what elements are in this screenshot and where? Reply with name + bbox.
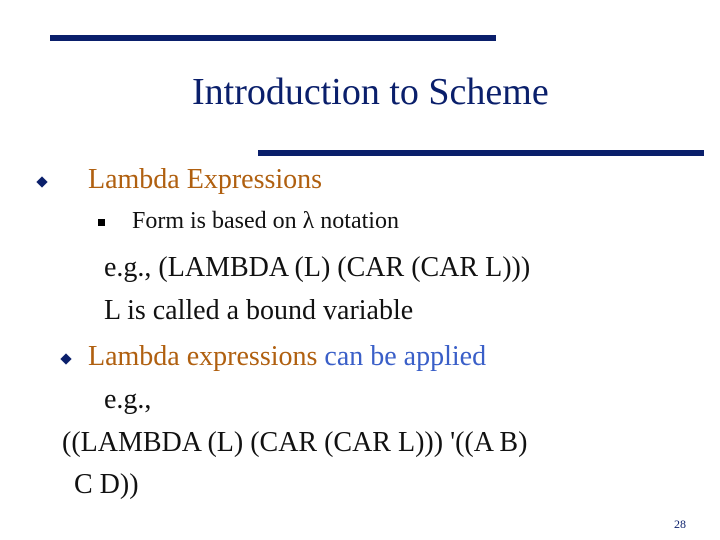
example-line: e.g., (LAMBDA (L) (CAR (CAR L))) — [104, 252, 531, 283]
application-line-2: C D)) — [74, 469, 139, 500]
application-line-1: ((LAMBDA (L) (CAR (CAR L))) '((A B) — [62, 427, 528, 458]
sub-bullet-form: Form is based on λ notation — [132, 208, 399, 234]
bullet-lambda-applied — [88, 341, 486, 373]
bottom-rule — [258, 150, 704, 156]
diamond-bullet-icon — [36, 176, 47, 187]
bullet-blue-text: can be applied — [317, 341, 487, 372]
diamond-bullet-icon — [60, 353, 71, 364]
bullet-lambda-expressions: Lambda Expressions — [88, 164, 323, 195]
top-rule — [50, 35, 496, 41]
page-number: 28 — [674, 517, 686, 531]
bound-variable-note: L is called a bound variable — [104, 295, 414, 326]
square-bullet-icon — [98, 219, 105, 226]
bullet-orange-text: Lambda expressions — [88, 341, 318, 372]
eg-label: e.g., — [104, 384, 152, 415]
slide-title: Introduction to Scheme — [192, 71, 549, 113]
